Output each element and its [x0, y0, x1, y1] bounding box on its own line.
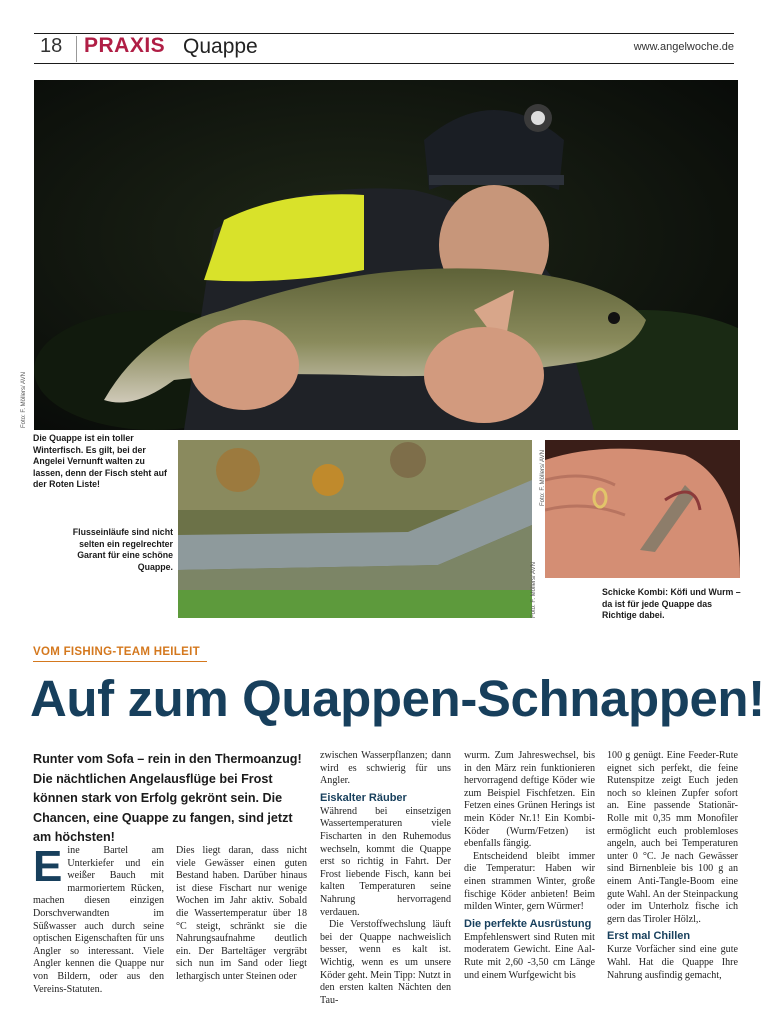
drop-cap: E: [33, 842, 63, 891]
col1-text: ine Bartel am Unterkiefer und ein weißer Bauch mit marmoriertem Rücken, machen diesen einzigen Dorschverwandten im Süßwasser auch durch seine optischen Eigenschaften für uns Angler so interessant. Viele Angler kennen die Quappe nur von Bildern, oder aus den Vereins-Statuten.: [33, 845, 164, 995]
bait-photo-caption: Schicke Kombi: Köfi und Wurm – da ist für jede Quappe das Richtige dabei.: [602, 587, 741, 620]
topic-label: Quappe: [183, 35, 258, 58]
subhead-erst-mal-chillen: Erst mal Chillen: [607, 930, 691, 943]
col3-para-3: Die Verstoffwechslung läuft bei der Quappe nachweislich besser, wenn es kalt ist. Wichtig, wenn es um unsere Köder geht. Mein Tipp: Nutzt in den ersten kalten Nächten den Tau-: [320, 919, 451, 1006]
body-column-2: [176, 845, 307, 984]
bait-photo: [545, 440, 740, 578]
section-label: PRAXIS: [84, 34, 166, 57]
kicker-underline: [33, 661, 207, 662]
page-number: 18: [40, 35, 63, 57]
col3-para-1: zwischen Wasserpflanzen; dann wird es schwierig für uns Angler.: [320, 750, 451, 787]
body-column-5: [607, 750, 738, 982]
header-divider: [76, 36, 77, 62]
col3-para-2: Während bei einsetzigen Wassertemperaturen viele Fischarten in den Ruhemodus wechseln, kommt die Quappe erst so richtig in Fahrt. Der Frost liebende Fisch, kann bei kalten Temperaturen seine Nahrung hervorragend verdauen.: [320, 805, 451, 918]
river-photo: [178, 440, 532, 618]
col2-text: Dies liegt daran, dass nicht viele Gewässer einen guten Bestand haben. Darüber hinaus ist diese Fischart nur wenige Wochen im Jahr aktiv. Sobald die Wassertemperatur über 18 °C steigt, schränkt sie die Nahrungsaufnahme deutlich ein. Der Barteltäger vergräbt sich nun im Sand oder liegt lethargisch unter Steinen oder: [176, 845, 307, 982]
main-photo: [34, 80, 738, 430]
river-photo-caption: Flusseinläufe sind nicht selten ein regelrechter Garant für eine schöne Quappe.: [72, 527, 173, 572]
body-column-1: [33, 842, 164, 996]
article-intro: Runter vom Sofa – rein in den Thermoanzug! Die nächtlichen Angelausflüge bei Frost können stark von Erfolg gekrönt sein. Die Chancen, eine Quappe zu fangen, sind jetzt am höchsten!: [33, 752, 302, 844]
article-kicker: VOM FISHING-TEAM HEILEIT: [33, 646, 200, 658]
body-column-4: [464, 750, 595, 982]
header-bottom-rule: [34, 63, 734, 64]
river-photo-credit: Foto: F. Möllers/ AVN: [531, 562, 537, 618]
col5-para-2: Kurze Vorfächer sind eine gute Wahl. Hat die Quappe Ihre Nahrung ausfindig gemacht,: [607, 944, 738, 981]
bait-photo-credit: Foto: F. Möllers/ AVN: [540, 450, 546, 506]
subhead-eiskalter-rauber: Eiskalter Räuber: [320, 791, 407, 804]
col4-para-1: wurm. Zum Jahreswechsel, bis in den März rein funktionieren hervorragend deftige Köder wie zum Beispiel Fischfetzen. Ein Fetzen eines Grünen Herings ist mein Köder Nr.1! Ein Kombi-Köder (Wurm/Fetzen) ist ebenfalls fängig.: [464, 750, 595, 850]
col5-para-1: 100 g genügt. Eine Feeder-Rute eignet sich perfekt, die feine Rutenspitze zeigt Euch jeden noch so kleinen Zupfer sofort an. Eine passende Stationär-Rolle mit 0,35 mm Monofiler ermöglicht euch problemloses angeln, auch bei Temperaturen unter 0 °C. Je nach Gewässer sind Birnenbleie bis 100 g an einem Anti-Tangle-Boom eine gute Wahl. An der Steinpackung oder im Unterholz fische ich gern das Tiroler Hölzl,.: [607, 750, 738, 925]
main-photo-credit: Foto: F. Möllers/ AVN: [21, 372, 27, 428]
subhead-perfekte-ausruestung: Die perfekte Ausrüstung: [464, 917, 592, 930]
col4-para-2: Entscheidend bleibt immer die Temperatur: Haben wir einen strammen Winter, große fischige Köder anbieten! Beim milden Winter, gern Würmer!: [464, 850, 595, 913]
body-column-3: [320, 750, 451, 1007]
website-link[interactable]: www.angelwoche.de: [633, 41, 734, 53]
main-photo-caption: Die Quappe ist ein toller Winterfisch. Es gilt, bei der Angelei Vernunft walten zu lassen, denn der Fisch steht auf der Roten Liste!: [33, 433, 167, 489]
article-headline: Auf zum Quappen-Schnappen!: [30, 670, 765, 727]
col4-para-3: Empfehlenswert sind Ruten mit moderatem Gewicht. Eine Aal-Rute mit 2,60 -3,50 cm Länge und einem Wurfgewicht bis: [464, 931, 595, 981]
